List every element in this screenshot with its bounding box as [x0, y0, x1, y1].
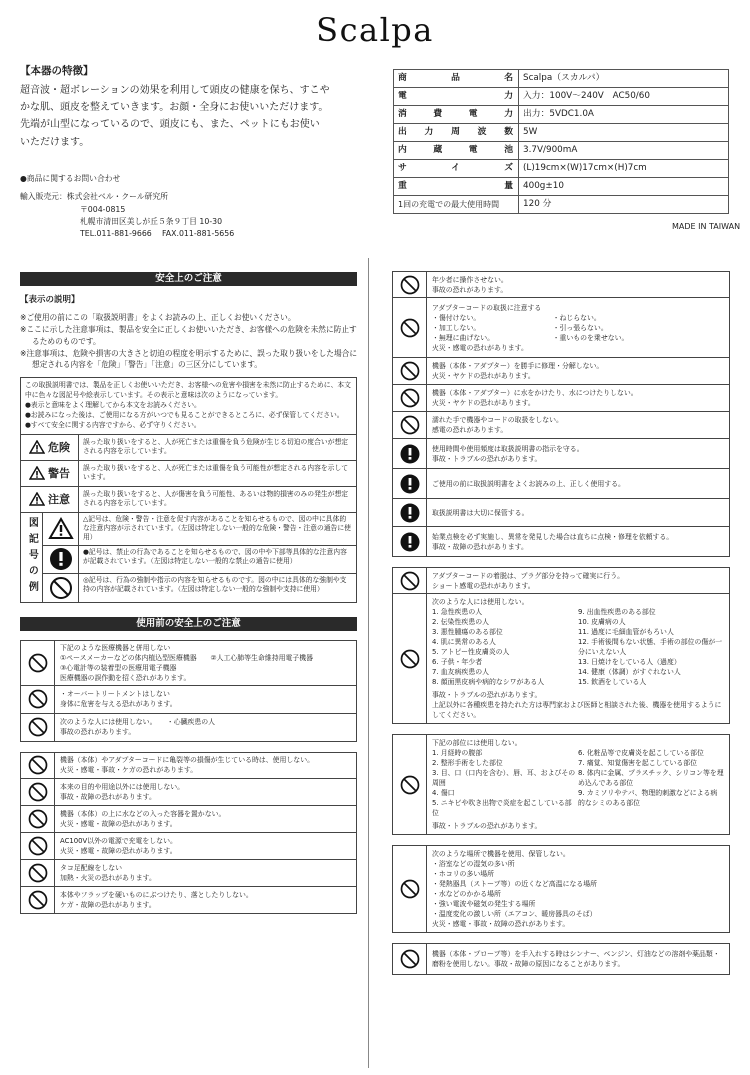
contact-line: ●商品に関するお問い合わせ	[20, 174, 121, 183]
spec-row	[394, 106, 729, 124]
mandatory-icon	[400, 444, 420, 464]
warning-row	[20, 640, 357, 686]
warning-line: 使用時間や使用頻度は取扱説明書の指示を守る。	[432, 444, 584, 453]
warning-text	[55, 806, 356, 832]
warning-line: 機器（本体）の上に水などの入った容器を置かない。	[60, 809, 226, 818]
list-item: 9. カミソリやテバ、物理的刺激などによる病的なシミのある部位	[578, 789, 718, 807]
safety-notes	[20, 312, 357, 372]
warning-line: ・加工しない。 ・引っ張らない。	[432, 323, 608, 332]
spec-key: 商 品 名	[394, 70, 519, 88]
list-item: 13. 日焼けをしている人（過度）	[578, 658, 681, 666]
contact-line: 〒004-0815	[80, 204, 126, 214]
column-divider	[368, 258, 369, 1068]
prohibit-icon	[400, 775, 420, 795]
list-item: 4. 肌に異常のある人	[432, 638, 496, 646]
warning-row	[20, 806, 357, 833]
warning-row	[392, 412, 730, 439]
warning-row	[392, 439, 730, 469]
list-item: 2. 伝染性疾患の人	[432, 618, 489, 626]
safety-note: ※注意事項は、危険や損害の大きさと切迫の程度を明示するために、誤った取り扱いをした場合に想定される内容を「危険」「警告」「注意」の三区分にしています。	[20, 348, 358, 370]
spec-row	[394, 196, 729, 214]
spec-value: 400g±10	[519, 178, 729, 196]
persons-text	[427, 594, 729, 723]
prohibit-icon	[400, 275, 420, 295]
warning-line: 医療機器の誤作動を招く恐れがあります。	[60, 673, 191, 682]
spec-value: 3.7V/900mA	[519, 142, 729, 160]
spec-key: 内 蔵 電 池	[394, 142, 519, 160]
features-line: 超音波・超ボレーションの効果を利用して頭皮の健康を保ち、すこや	[20, 85, 330, 96]
example-text: △記号は、危険・警告・注意を促す内容があることを知らせるもので、図の中に具体的な注意内容が示されています。（左図は特定しない一般的な危険・警告・注意の通告に使用）	[83, 514, 351, 542]
warning-line: ・温度変化の激しい所（エアコン、暖房器具のそば）	[432, 910, 597, 918]
warning-line: 次のような場所で機器を使用、保管しない。	[432, 850, 570, 858]
persons-row	[392, 594, 730, 724]
before-group-2	[20, 752, 357, 914]
list-item: 2. 整形手術をした部位	[432, 759, 503, 767]
before-use-bar: 使用前の安全上のご注意	[20, 617, 357, 631]
list-item: 15. 飲酒をしている人	[578, 678, 647, 686]
spec-row	[394, 160, 729, 178]
warning-line: 火災・感電・事故・ケガの恐れがあります。	[60, 766, 198, 775]
parts-block	[392, 734, 730, 835]
list-item: 8. 体内に金属、プラスチック、シリコン等を埋め込んである部位	[578, 769, 724, 787]
spec-row	[394, 70, 729, 88]
warning-line: 機器（本体・プローブ等）を手入れする時はシンナー、ベンジン、灯油などの溶剤や薬品類・磨粉を使用しない。事故・故障の原因になることがあります。	[432, 950, 720, 968]
features-line: いただけます。	[20, 136, 90, 148]
list-item: 5. ニキビや吹き出物で炎症を起こしている部位	[432, 799, 572, 817]
info-line: ●表示と意味をよく理解してから本文をお読みください。	[25, 401, 201, 410]
persons-footer: 上記以外に各種疾患を持たれた方は専門家および医師と相談された後、機器を使用するようにしてください。	[432, 701, 722, 719]
warning-line: 本体やフラップを硬いものにぶつけたり、落としたりしない。	[60, 890, 253, 899]
list-item: 1. 月経時の腹部	[432, 749, 483, 757]
spec-table	[393, 69, 729, 214]
warning-line: ・浴室などの湿気の多い所	[432, 860, 515, 868]
parts-row	[392, 734, 730, 835]
spec-value: 120 分	[519, 196, 729, 214]
warning-row	[20, 887, 357, 914]
spec-row	[394, 88, 729, 106]
parts-footer: 事故・トラブルの恐れがあります。	[432, 822, 542, 830]
warning-line: AC100V以外の電源で充電をしない。	[60, 836, 177, 845]
mandatory-icon	[400, 503, 420, 523]
warning-line: 本来の目的や用途以外には使用しない。	[60, 782, 185, 791]
warning-line: 濡れた手で機器やコードの取扱をしない。	[432, 416, 563, 424]
list-item: 7. 痛覚、知覚傷害を起こしている部位	[578, 759, 698, 767]
right-group-2	[392, 567, 730, 724]
spec-value: 入力：100V〜240V AC50/60	[519, 88, 729, 106]
example-row	[43, 574, 356, 602]
warning-text	[55, 833, 356, 859]
warning-text	[427, 469, 729, 498]
parts-text	[427, 735, 729, 834]
warning-text	[55, 714, 356, 741]
warning-row	[392, 298, 730, 358]
warning-row	[20, 752, 357, 779]
warning-line: 機器（本体・アダプター）を勝手に修理・分解しない。	[432, 362, 604, 370]
right-group-1	[392, 271, 730, 557]
warning-line: 機器（本体）やアダプターコードに亀裂等の損傷が生じている時は、使用しない。	[60, 756, 314, 765]
list-item: 8. 顔面黒皮病や病的なシワがある人	[432, 678, 545, 686]
list-item: 9. 出血性疾患のある部位	[578, 608, 656, 616]
mandatory-icon	[49, 547, 73, 571]
warning-line: ケガ・故障の恐れがあります。	[60, 900, 156, 909]
prohibit-icon	[28, 863, 48, 883]
features-heading: 【本器の特徴】	[20, 65, 94, 77]
features-text	[20, 82, 365, 151]
contact-line: 札幌市清田区美しが丘５条９丁目 10-30	[80, 216, 223, 226]
warning-line: ①ペースメーカーなどの体内植込型医療機器 ②人工心肺等生命維持用電子機器	[60, 653, 314, 662]
spec-value: Scalpa（スカルパ）	[519, 70, 729, 88]
symbol-examples	[20, 513, 357, 603]
spec-row	[394, 142, 729, 160]
warning-line: ご使用の前に取扱説明書をよくお読みの上、正しく使用する。	[432, 479, 625, 488]
safety-bar: 安全上のご注意	[20, 272, 357, 286]
contact-line: TEL.011-881-9666 FAX.011-881-5656	[80, 229, 235, 239]
warning-line: ・無理に曲げない。 ・重いものを乗せない。	[432, 333, 629, 342]
warning-line: ショート感電の恐れがあります。	[432, 581, 535, 590]
persons-list	[432, 607, 724, 687]
spec-key: 電 力	[394, 88, 519, 106]
list-item: 6. 化粧品等で皮膚炎を起こしている部位	[578, 749, 704, 757]
warning-icon	[29, 466, 45, 480]
list-item: 4. 傷口	[432, 789, 455, 797]
warning-row	[392, 527, 730, 557]
spec-value: 5W	[519, 124, 729, 142]
warning-line: 火災・感電・故障の恐れがあります。	[60, 819, 177, 828]
warning-text	[427, 439, 729, 468]
prohibit-icon	[400, 318, 420, 338]
spec-key: 重 量	[394, 178, 519, 196]
warning-icon	[48, 517, 74, 540]
example-label: 図記号の例	[21, 513, 43, 602]
mandatory-icon	[400, 474, 420, 494]
warning-row	[392, 358, 730, 385]
list-item: 14. 健康（体調）がすぐれない人	[578, 668, 681, 676]
example-row	[43, 513, 356, 546]
warning-text	[427, 358, 729, 384]
warning-line: アダプターコードの着脱は、プラグ部分を持って確実に行う。	[432, 571, 624, 580]
prohibit-icon	[400, 649, 420, 669]
spec-key: 消 費 電 力	[394, 106, 519, 124]
warning-text	[427, 527, 729, 556]
level-label: 警告	[48, 466, 70, 480]
warning-text	[55, 641, 356, 685]
warning-line: 事故・故障の恐れがあります。	[60, 792, 156, 801]
list-item: 12. 手術後間もない状態、手術の部位の傷が一分にいえない人	[578, 638, 723, 656]
level-desc: 誤った取り扱いをすると、人が傷害を負う可能性、あるいは物的損害のみの発生が想定される内容を示しています。	[83, 489, 349, 507]
level-desc: 誤った取り扱いをすると、人が死亡または重傷を負う危険が生じる切迫の度合いが想定される内容を示しています。	[83, 437, 349, 455]
list-item: 10. 皮膚病の人	[578, 618, 626, 626]
spec-value: (L)19cm×(W)17cm×(H)7cm	[519, 160, 729, 178]
warning-text	[55, 860, 356, 886]
warning-text	[427, 412, 729, 438]
example-row	[43, 546, 356, 574]
prohibit-icon	[28, 836, 48, 856]
places-text	[427, 846, 729, 932]
places-row	[392, 845, 730, 933]
prohibit-icon	[400, 571, 420, 591]
spec-value: 出力：5VDC1.0A	[519, 106, 729, 124]
warning-text	[427, 272, 729, 297]
level-danger	[20, 435, 357, 461]
warning-text	[55, 753, 356, 778]
info-line: ●すべて安全に関する内容ですから、必ず守りください。	[25, 420, 201, 429]
level-label: 危険	[48, 440, 70, 454]
features-line: 先端が山型になっているので、頭皮にも、また、ペットにもお使い	[20, 119, 320, 131]
spec-row	[394, 178, 729, 196]
warning-line: ・強い電波や磁気の発生する場所	[432, 900, 536, 908]
warning-row	[20, 779, 357, 806]
prohibit-icon	[28, 809, 48, 829]
brand-title: Scalpa	[316, 11, 434, 49]
warning-row	[20, 686, 357, 714]
level-caution	[20, 487, 357, 513]
list-item: 1. 急性疾患の人	[432, 608, 483, 616]
warning-row	[392, 943, 730, 975]
warning-row	[392, 469, 730, 499]
prohibit-icon	[28, 890, 48, 910]
warning-line: 火災・感電・事故・故障の恐れがあります。	[432, 920, 570, 928]
spec-key: 出 力 周 波 数	[394, 124, 519, 142]
warning-text	[55, 887, 356, 913]
warning-icon	[29, 440, 45, 454]
before-group-1	[20, 640, 357, 742]
prohibit-icon	[400, 415, 420, 435]
warning-row	[392, 567, 730, 594]
chem-block	[392, 943, 730, 975]
prohibit-icon	[28, 653, 48, 673]
prohibit-icon	[400, 879, 420, 899]
made-in: MADE IN TAIWAN	[672, 222, 741, 231]
places-block	[392, 845, 730, 933]
prohibit-icon	[28, 782, 48, 802]
list-item: 3. 悪性腫瘍のある部位	[432, 628, 503, 636]
warning-text	[427, 499, 729, 526]
warning-line: 下記のような医療機器と併用しない	[60, 643, 171, 652]
prohibit-icon	[400, 388, 420, 408]
safety-note: ※ご使用の前にこの「取扱説明書」をよくお読みの上、正しくお使いください。	[20, 312, 296, 322]
level-desc: 誤った取り扱いをすると、人が死亡または重傷を負う可能性が想定される内容を示しています。	[83, 463, 349, 481]
warning-row	[392, 499, 730, 527]
warning-text	[55, 686, 356, 713]
warning-line: 取扱説明書は大切に保管する。	[432, 508, 529, 517]
warning-line: ・水などのかかる場所	[432, 890, 501, 898]
info-line: この取扱説明書では、製品を正しくお使いいただき、お客様への危害や損害を未然に防止するために、本文中に色々な図記号や絵表示しています。その表示と意味は次のようになっています。	[25, 381, 351, 400]
warning-line: 火災・ヤケドの恐れがあります。	[432, 372, 535, 380]
features-line: かな肌、頭皮を整えていきます。お顔・全身にお使いいただけます。	[20, 102, 329, 114]
warning-line: 加熱・火災の恐れがあります。	[60, 873, 156, 882]
contact-info	[20, 173, 365, 241]
safety-sub: 【表示の説明】	[20, 295, 80, 305]
persons-heading: 次のような人には使用しない。	[432, 598, 529, 606]
mandatory-icon	[400, 532, 420, 552]
prohibit-icon	[400, 361, 420, 381]
spec-key: サ イ ズ	[394, 160, 519, 178]
level-label: 注意	[48, 492, 70, 506]
warning-row	[20, 833, 357, 860]
warning-text	[55, 779, 356, 805]
list-item: 5. アトピー性皮膚炎の人	[432, 648, 510, 656]
warning-row	[20, 714, 357, 742]
list-item: 6. 子供・年少者	[432, 658, 483, 666]
prohibit-icon	[28, 755, 48, 775]
prohibit-icon	[28, 689, 48, 709]
right-column	[392, 271, 730, 975]
warning-line: 身体に危害を与える恐れがあります。	[60, 700, 177, 709]
warning-line: 事故・故障の恐れがあります。	[432, 542, 528, 551]
warning-line: タコ足配線をしない	[60, 863, 123, 872]
warning-line: 火災・ヤケドの恐れがあります。	[432, 399, 535, 407]
warning-line: 感電の恐れがあります。	[432, 426, 508, 434]
warning-row	[392, 385, 730, 412]
warning-text	[427, 385, 729, 411]
info-line: ●お読みになった後は、ご使用になる方がいつでも見ることができるところに、必ず保管してください。	[25, 410, 344, 419]
warning-line: 事故の恐れがあります。	[432, 285, 508, 294]
example-text: ●記号は、禁止の行為であることを知らせるもので、図の中や下部等具体的な注意内容が記載されています。（左図は特定しない一般的な禁止の通告に使用）	[83, 547, 347, 566]
contact-line: 輸入販売元：株式会社ベル・クール研究所	[20, 192, 168, 202]
spec-row	[394, 124, 729, 142]
warning-line: ・傷付けない。 ・ねじらない。	[432, 313, 601, 322]
warning-line: 機器（本体・アダプター）に水をかけたり、水につけたりしない。	[432, 389, 638, 397]
prohibit-icon	[28, 717, 48, 737]
warning-row	[20, 860, 357, 887]
safety-note: ※ここに示した注意事項は、製品を安全に正しくお使いいただき、お客様への危険を未然に防止するためのものです。	[20, 324, 357, 346]
warning-line: アダプターコードの取扱に注意する	[432, 303, 542, 312]
prohibit-icon	[49, 576, 73, 600]
parts-list	[432, 748, 724, 818]
warning-icon	[29, 492, 45, 506]
warning-line: 火災・感電の恐れがあります。	[432, 343, 528, 352]
warning-line: 次のような人には使用しない。 ・心臓疾患の人	[60, 718, 216, 727]
warning-text	[427, 944, 729, 974]
list-item: 11. 過度に毛細血管がもろい人	[578, 628, 674, 636]
warning-text	[427, 298, 729, 357]
level-warning	[20, 461, 357, 487]
warning-text	[427, 568, 729, 593]
example-text: ◎記号は、行為の強制や指示の内容を知らせるものです。図の中には具体的な強制や支持の内容が記載されています。（左図は特定しない一般的な強制や支持に使用）	[83, 575, 347, 594]
warning-line: 年少者に操作させない。	[432, 275, 508, 284]
warning-line: 火災・感電・故障の恐れがあります。	[60, 846, 177, 855]
warning-line: 始業点検を必ず実施し、異常を発見した場合は直ちに点検・修理を依頼する。	[432, 532, 674, 541]
list-item: 7. 血友病疾患の人	[432, 668, 489, 676]
warning-line: ・発熱器具（ストーブ等）の近くなど高温になる場所	[432, 880, 598, 888]
left-column	[20, 272, 357, 914]
warning-row	[392, 271, 730, 298]
warning-line: ③心電計等の装着型の医療用電子機器	[60, 663, 177, 672]
warning-line: ・オーバートリートメントはしない	[60, 690, 170, 699]
warning-line: 事故・トラブルの恐れがあります。	[432, 454, 542, 463]
info-box	[20, 377, 357, 434]
persons-footer: 事故・トラブルの恐れがあります。	[432, 691, 542, 699]
list-item: 3. 目、口（口内を含む）、唇、耳、およびその周囲	[432, 769, 576, 787]
spec-key: 1回の充電での最大使用時間	[394, 196, 519, 214]
warning-line: ・ホコリの多い場所	[432, 870, 495, 878]
warning-line: 事故の恐れがあります。	[60, 728, 136, 737]
parts-heading: 下記の部位には使用しない。	[432, 739, 522, 747]
prohibit-icon	[400, 949, 420, 969]
